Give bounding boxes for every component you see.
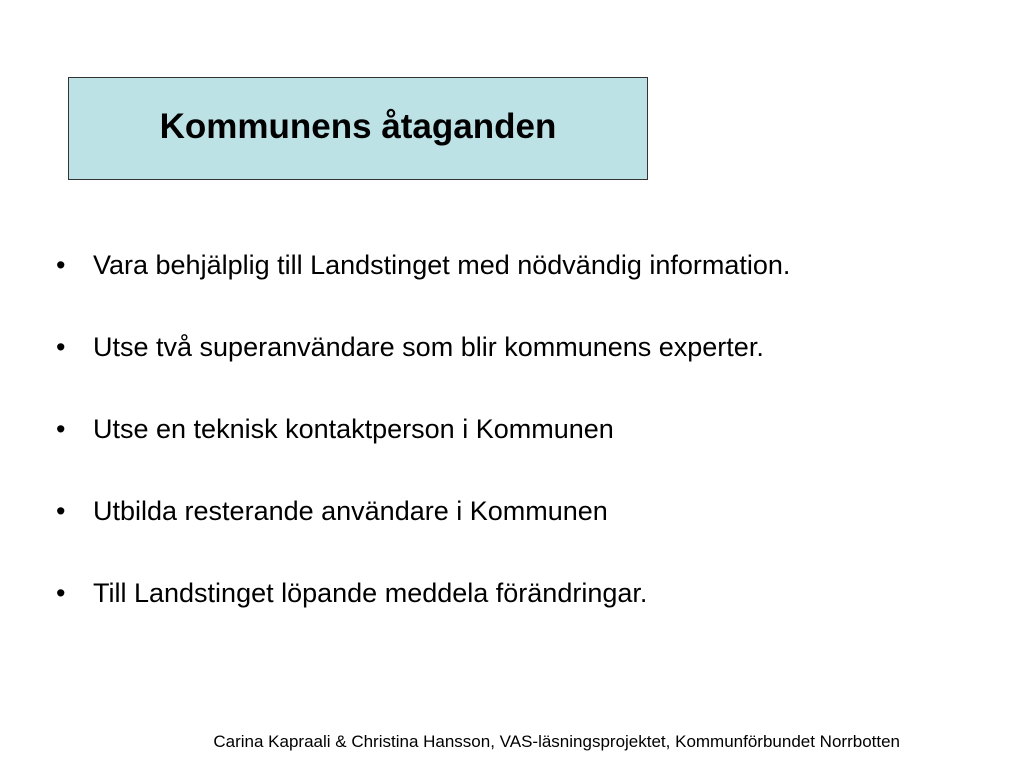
bullet-icon: • [56,332,66,362]
slide-title: Kommunens åtaganden [159,107,557,146]
footer [0,730,1000,754]
bullet-text: Utbilda resterande användare i Kommunen [93,496,608,526]
bullet-item [52,409,1002,491]
bullet-item [52,573,1002,655]
bullet-item [52,327,1002,409]
bullet-text: Utse en teknisk kontaktperson i Kommunen [93,414,614,444]
bullet-icon: • [56,414,66,444]
footer-text: Carina Kapraali & Christina Hansson, VAS-läsningsprojektet, Kommunförbundet Norrbotten [213,732,900,751]
bullet-item [52,245,1002,327]
bullet-icon: • [56,496,66,526]
bullet-text: Vara behjälplig till Landstinget med nödvändig information. [93,250,791,280]
title-box [68,77,648,180]
bullet-icon: • [56,250,66,280]
bullet-text: Utse två superanvändare som blir kommunens experter. [93,332,764,362]
bullet-list [52,245,1002,655]
bullet-icon: • [56,578,66,608]
bullet-text: Till Landstinget löpande meddela förändringar. [93,578,648,608]
bullet-item [52,491,1002,573]
